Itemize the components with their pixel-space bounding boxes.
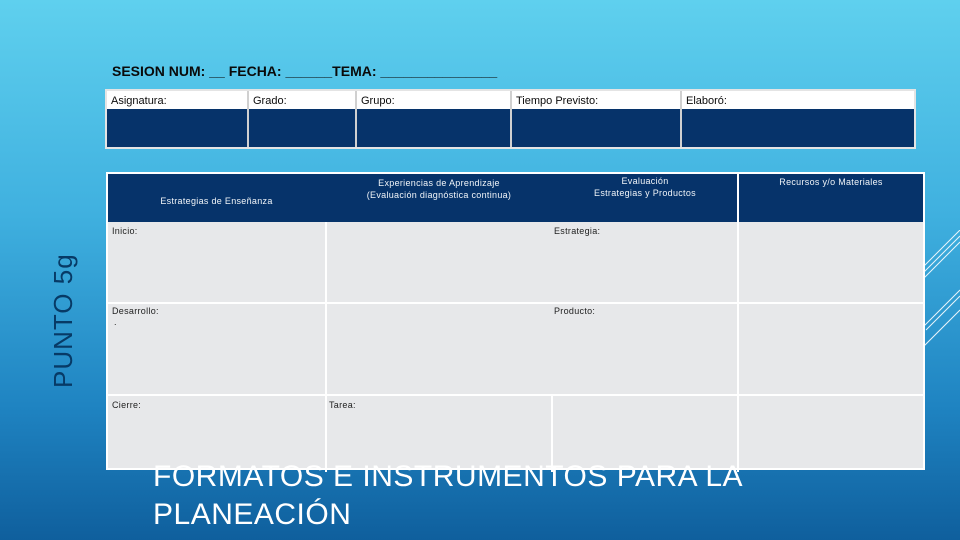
slide-title-line2: PLANEACIÓN — [153, 498, 352, 531]
header-separator — [247, 91, 249, 147]
col-recursos: Recursos y/o Materiales — [779, 177, 883, 187]
row-divider — [108, 302, 923, 304]
col-divider — [737, 174, 739, 222]
col-evaluacion — [553, 175, 737, 199]
cierre-label: Cierre: — [112, 400, 142, 410]
slide-title-line1: FORMATOS E INSTRUMENTOS PARA LA — [153, 460, 744, 493]
col-evaluacion-line1: Evaluación — [621, 176, 669, 186]
slide-title — [153, 458, 853, 534]
table-header — [108, 174, 923, 222]
inicio-label: Inicio: — [112, 226, 138, 236]
header-separator — [510, 91, 512, 147]
col-divider — [737, 222, 739, 472]
row-divider — [108, 394, 923, 396]
col-experiencias-line2: (Evaluación diagnóstica continua) — [366, 190, 512, 200]
producto-label: Producto: — [554, 306, 596, 316]
desarrollo-dot: . — [114, 317, 117, 327]
col-evaluacion-line2: Estrategias y Productos — [594, 188, 696, 198]
grupo-label: Grupo: — [361, 95, 395, 107]
header-separator — [355, 91, 357, 147]
header-separator — [680, 91, 682, 147]
col-estrategias-ensenanza: Estrategias de Enseñanza — [160, 196, 273, 206]
session-line: SESION NUM: __ FECHA: ______TEMA: _______________ — [112, 63, 498, 79]
desarrollo-label: Desarrollo: — [112, 306, 159, 316]
asignatura-label: Asignatura: — [111, 95, 167, 107]
col-divider — [325, 174, 327, 222]
grado-label: Grado: — [253, 95, 287, 107]
col-experiencias — [327, 177, 551, 201]
col-experiencias-line1: Experiencias de Aprendizaje — [378, 178, 500, 188]
col-divider — [325, 222, 327, 472]
tarea-label: Tarea: — [329, 400, 356, 410]
side-label: PUNTO 5g — [48, 253, 78, 388]
tiempo-label: Tiempo Previsto: — [516, 95, 599, 107]
estrategia-label: Estrategia: — [554, 226, 601, 236]
header-fields-box — [105, 89, 916, 149]
planning-table — [106, 172, 925, 470]
elaboro-label: Elaboró: — [686, 95, 727, 107]
